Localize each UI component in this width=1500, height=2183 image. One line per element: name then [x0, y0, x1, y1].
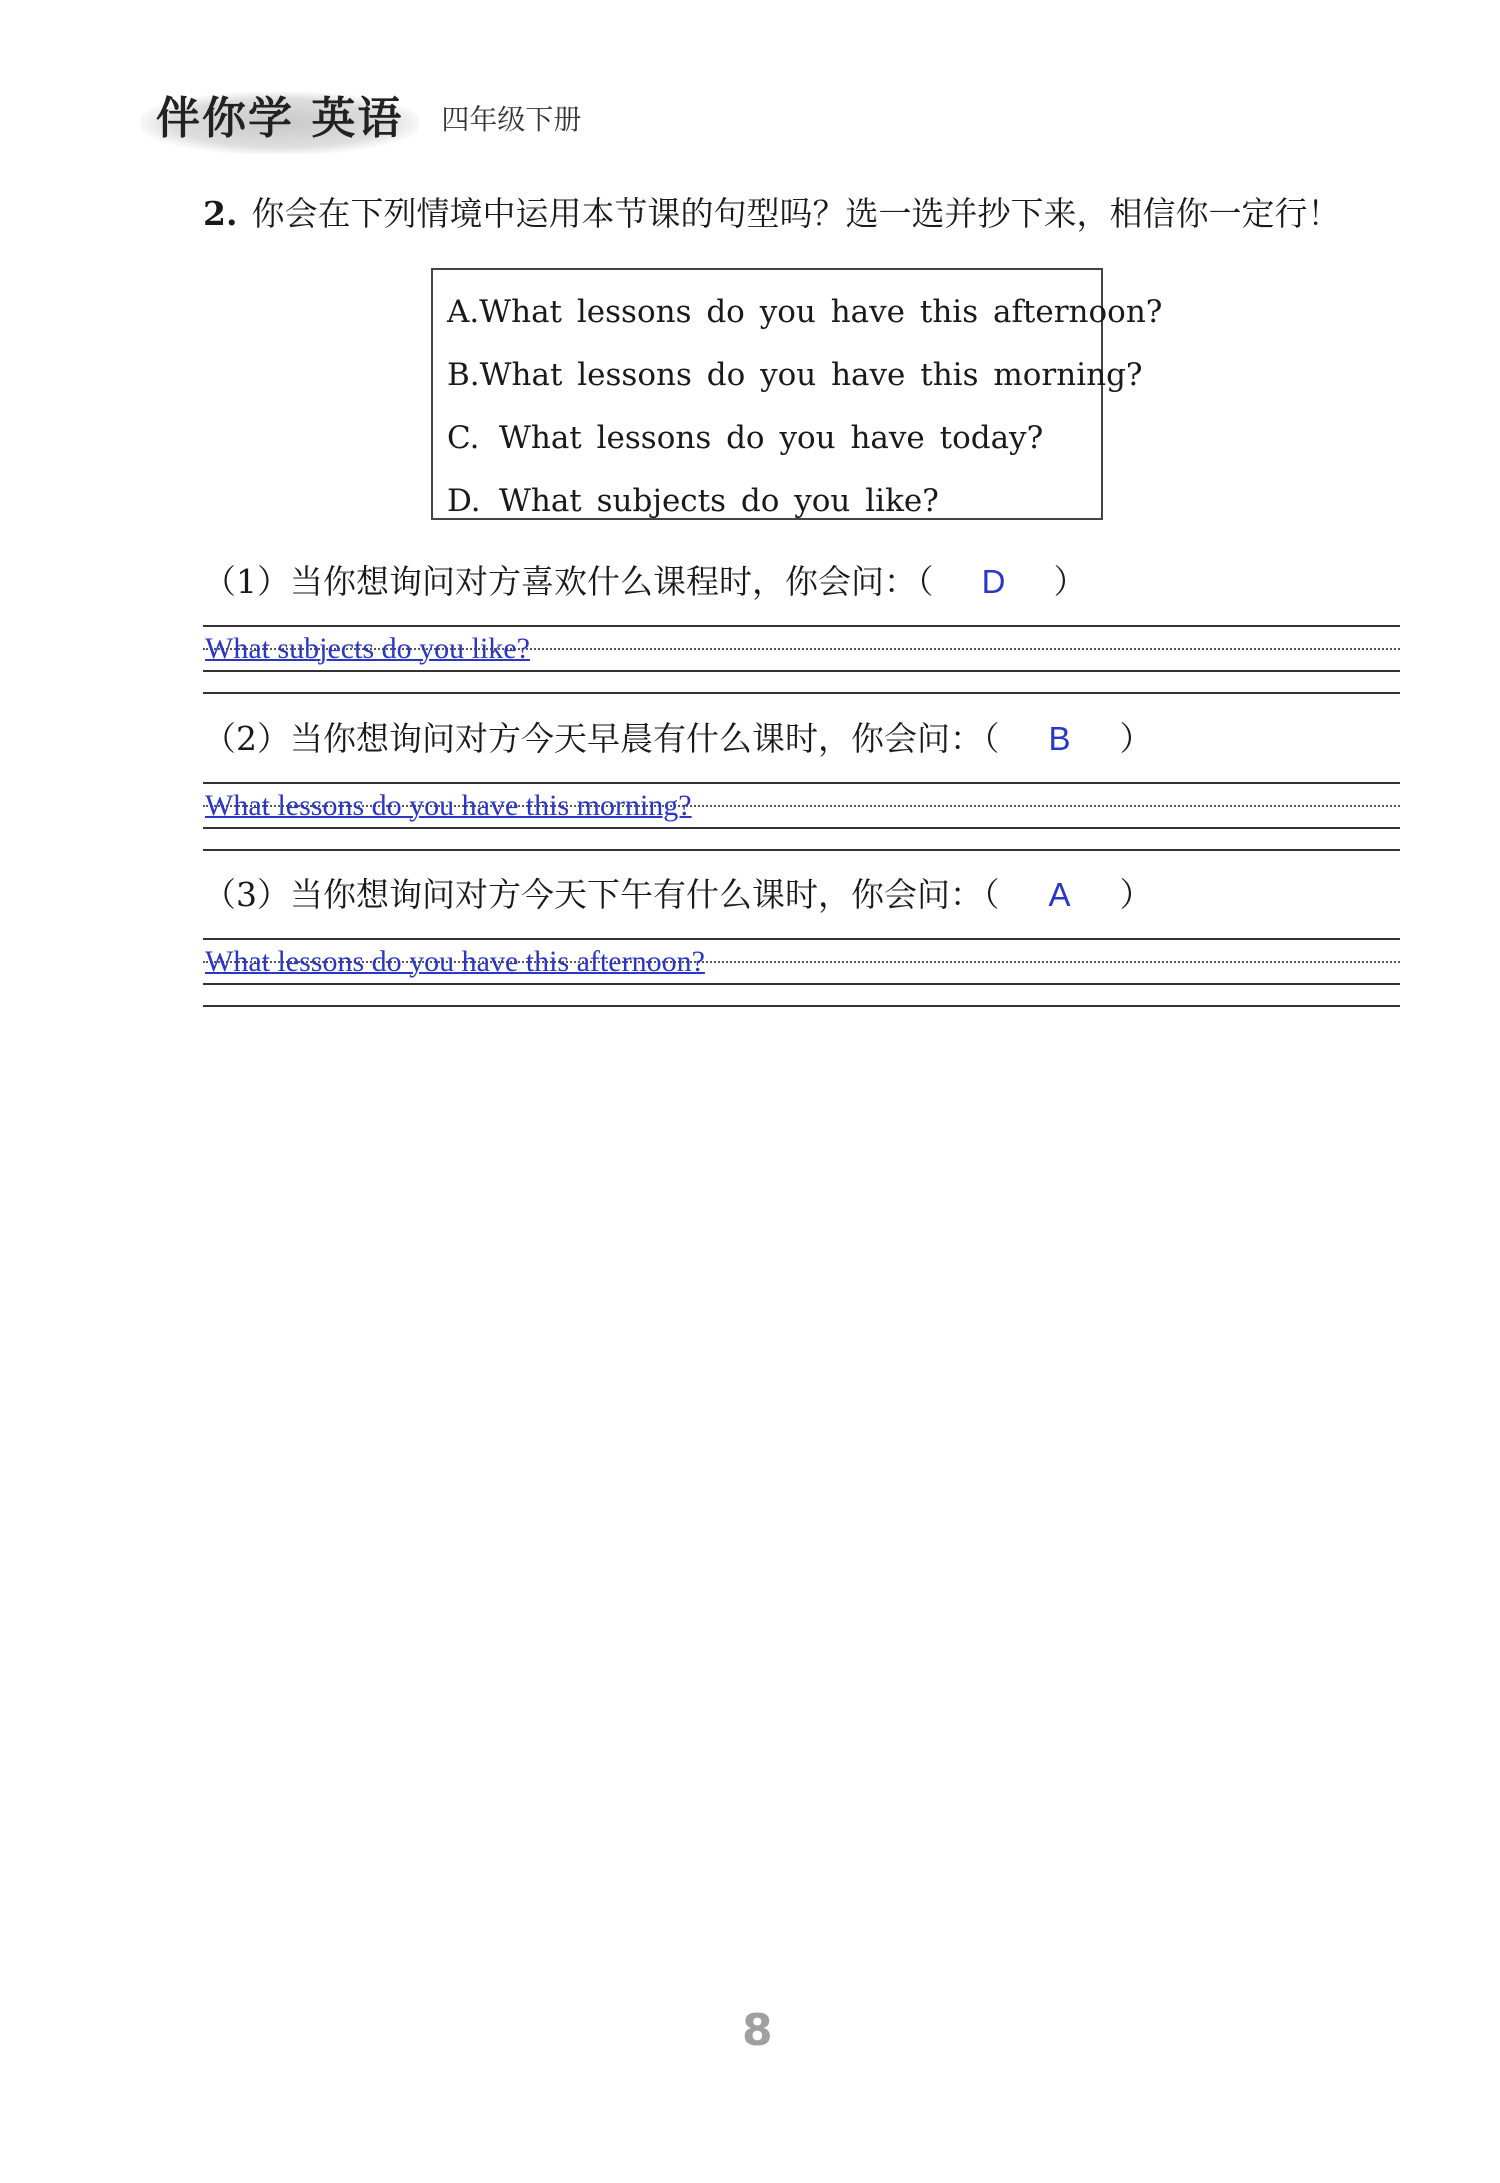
page-header — [140, 78, 581, 154]
answer-letter[interactable]: D — [981, 563, 1006, 600]
subquestion-prompt — [203, 873, 1400, 917]
close-paren: ） — [1119, 719, 1153, 758]
question-instruction: 你会在下列情境中运用本节课的句型吗？选一选并抄下来，相信你一定行！ — [251, 194, 1341, 233]
page-number: 8 — [742, 2005, 773, 2056]
options-box — [431, 268, 1163, 520]
handwritten-answer[interactable]: What lessons do you have this morning? — [205, 789, 692, 822]
question-title — [203, 188, 1340, 235]
handwritten-answer[interactable]: What lessons do you have this afternoon? — [205, 945, 705, 978]
option-d — [447, 469, 1101, 532]
writing-line-bottom — [203, 692, 1400, 694]
writing-line-base — [203, 670, 1400, 672]
option-text: What lessons do you have this morning? — [479, 356, 1143, 393]
option-letter: D. — [447, 482, 481, 519]
handwritten-answer[interactable]: What subjects do you like? — [205, 632, 530, 665]
subquestion-prompt — [203, 717, 1400, 761]
option-letter: A. — [447, 293, 480, 330]
writing-line-top — [203, 782, 1400, 784]
option-text: What lessons do you have today? — [499, 419, 1044, 456]
book-logo: 伴你学 英语 — [140, 78, 419, 154]
writing-line-base — [203, 827, 1400, 829]
option-c — [447, 406, 1101, 469]
option-text: What lessons do you have this afternoon? — [479, 293, 1163, 330]
writing-line-base — [203, 983, 1400, 985]
grade-label: 四年级下册 — [441, 103, 582, 136]
option-letter: C. — [447, 419, 480, 456]
writing-line-top — [203, 625, 1400, 627]
question-number: 2. — [203, 194, 238, 233]
option-a — [447, 280, 1163, 343]
subquestion-3 — [203, 873, 1400, 978]
answer-letter[interactable]: B — [1048, 720, 1071, 757]
prompt-text: （1）当你想询问对方喜欢什么课程时，你会问：（ — [203, 562, 934, 601]
answer-letter[interactable]: A — [1048, 876, 1071, 913]
close-paren: ） — [1053, 562, 1087, 601]
subquestion-prompt — [203, 560, 1400, 604]
subquestion-2 — [203, 717, 1400, 822]
option-b — [447, 343, 1143, 406]
close-paren: ） — [1119, 875, 1153, 914]
writing-line-bottom — [203, 1005, 1400, 1007]
prompt-text: （3）当你想询问对方今天下午有什么课时，你会问：（ — [203, 875, 1000, 914]
option-text: What subjects do you like? — [499, 482, 939, 519]
prompt-text: （2）当你想询问对方今天早晨有什么课时，你会问：（ — [203, 719, 1000, 758]
option-letter: B. — [447, 356, 480, 393]
writing-line-bottom — [203, 849, 1400, 851]
writing-line-top — [203, 938, 1400, 940]
subquestion-1 — [203, 560, 1400, 665]
